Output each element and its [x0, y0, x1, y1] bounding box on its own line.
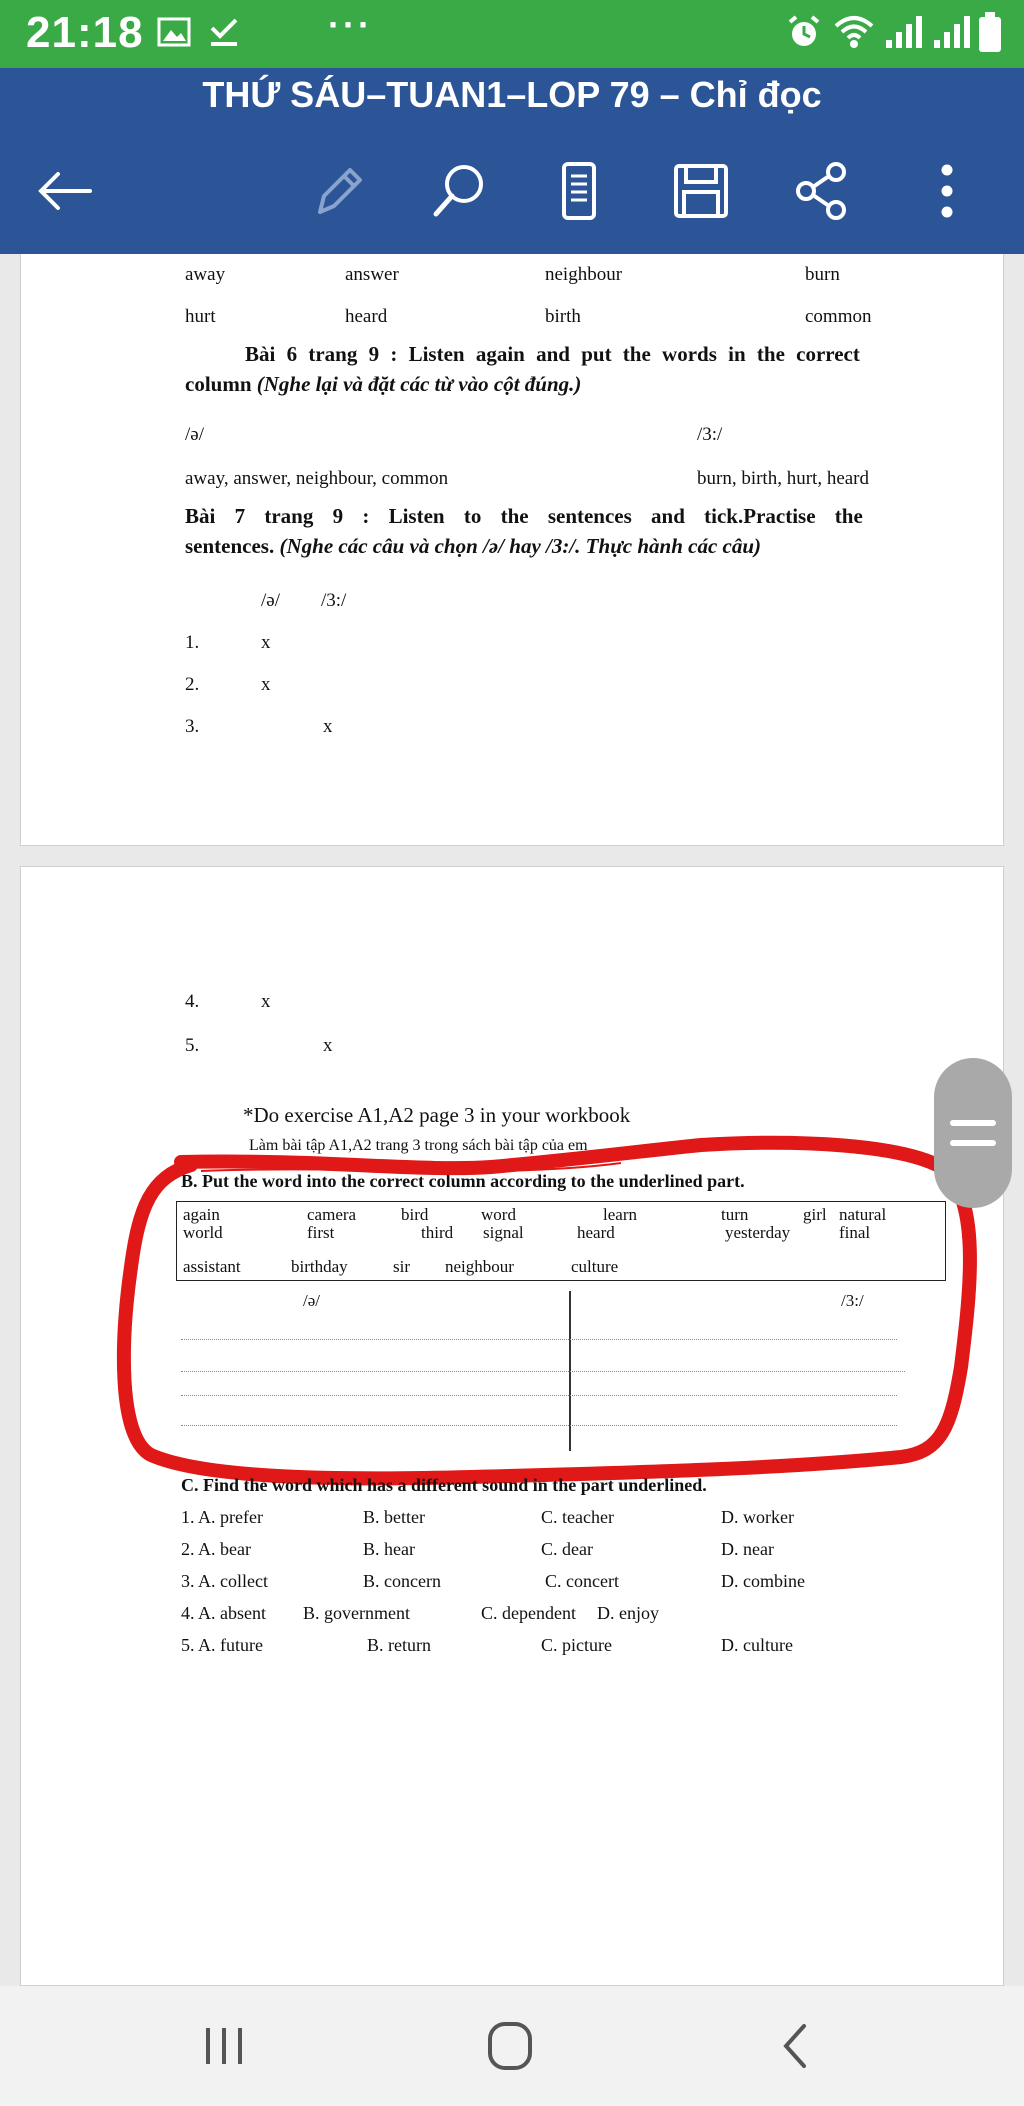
c-option: D. culture: [721, 1635, 793, 1655]
table-word: assistant: [183, 1257, 241, 1276]
table-word: camera: [307, 1205, 357, 1224]
fast-scroll-handle[interactable]: [934, 1058, 1012, 1208]
home-icon[interactable]: [470, 2014, 550, 2078]
edit-pencil-icon[interactable]: [304, 156, 374, 226]
table-word: yesterday: [725, 1223, 791, 1242]
exercise-b-title: B. Put the word into the correct column according to the underlined part.: [181, 1171, 745, 1191]
c-option: 2. A. bear: [181, 1539, 251, 1559]
bai7-vietnamese: (Nghe các câu và chọn /ə/ hay /3:/. Thực hành các câu): [279, 534, 762, 558]
table-word: turn: [721, 1205, 749, 1224]
table-word: word: [481, 1205, 516, 1224]
c-option: 5. A. future: [181, 1635, 263, 1655]
document-title: THỨ SÁU–TUAN1–LOP 79 – Chỉ đọc: [202, 74, 822, 115]
tick-number: 1.: [185, 632, 200, 653]
more-options-icon[interactable]: [912, 156, 982, 226]
c-option: 3. A. collect: [181, 1571, 268, 1591]
table-word: signal: [483, 1223, 524, 1242]
table-word: world: [183, 1223, 223, 1242]
tick-mark: x: [323, 716, 333, 737]
tick-number: 2.: [185, 674, 200, 695]
bai7-sentences-word: sentences.: [185, 534, 275, 558]
tick-mark: x: [261, 632, 271, 653]
wifi-icon: [832, 12, 876, 52]
bai7-heading-line2: [185, 534, 761, 559]
c-option: 4. A. absent: [181, 1603, 266, 1623]
word-cell: heard: [345, 306, 388, 327]
answer-col-a: away, answer, neighbour, common: [185, 468, 449, 489]
c-option: B. government: [303, 1603, 410, 1623]
c-option: C. picture: [541, 1635, 612, 1655]
word-cell: hurt: [185, 306, 216, 327]
search-icon[interactable]: [424, 156, 494, 226]
bai6-heading: Bài 6 trang 9 : Listen again and put the words in the correct: [245, 342, 860, 366]
tick-head-b: /3:/: [321, 590, 347, 611]
tick-mark: x: [261, 674, 271, 695]
status-bar: [0, 0, 1024, 68]
bai6-vietnamese: (Nghe lại và đặt các từ vào cột đúng.): [256, 372, 582, 396]
exercise-c-title: C. Find the word which has a different sound in the part underlined.: [181, 1475, 707, 1495]
tick-head-a: /ə/: [261, 590, 280, 611]
table-word: sir: [393, 1257, 410, 1276]
c-option: C. concert: [545, 1571, 619, 1591]
signal-icon-1: [882, 14, 924, 50]
table-word: final: [839, 1223, 871, 1242]
col-a-label: /ə/: [185, 424, 204, 445]
col-b-label: /3:/: [841, 1291, 864, 1310]
table-word: learn: [603, 1205, 637, 1224]
document-page-1[interactable]: [20, 254, 1004, 846]
table-word: bird: [401, 1205, 429, 1224]
c-option: D. combine: [721, 1571, 805, 1591]
answer-col-b: burn, birth, hurt, heard: [697, 468, 870, 489]
c-option: C. teacher: [541, 1507, 614, 1527]
c-option: B. concern: [363, 1571, 441, 1591]
reading-view-icon[interactable]: [544, 156, 614, 226]
tick-number: 3.: [185, 716, 200, 737]
do-exercise-note: *Do exercise A1,A2 page 3 in your workbook: [243, 1103, 631, 1127]
c-option: 1. A. prefer: [181, 1507, 263, 1527]
word-cell: burn: [805, 264, 840, 285]
system-nav-bar: [0, 1986, 1024, 2106]
table-word: heard: [577, 1223, 615, 1242]
c-option: B. better: [363, 1507, 425, 1527]
c-option: C. dependent: [481, 1603, 576, 1623]
word-cell: birth: [545, 306, 581, 327]
bai7-heading: Bài 7 trang 9 : Listen to the sentences and tick.Practise the: [185, 504, 863, 528]
word-cell: neighbour: [545, 264, 623, 285]
handle-grip-line: [950, 1120, 996, 1126]
more-notifications-icon: ···: [328, 4, 373, 45]
tick-number: 4.: [185, 991, 200, 1012]
table-word: first: [307, 1223, 335, 1242]
col-b-label: /3:/: [697, 424, 723, 445]
back-icon[interactable]: [756, 2014, 836, 2078]
status-time: 21:18: [26, 8, 144, 57]
word-cell: away: [185, 264, 226, 285]
tick-mark: x: [261, 991, 271, 1012]
handle-grip-line: [950, 1140, 996, 1146]
c-option: B. hear: [363, 1539, 415, 1559]
battery-icon: [976, 10, 1004, 54]
back-arrow-icon[interactable]: [30, 156, 100, 226]
col-a-label: /ə/: [303, 1291, 320, 1310]
c-option: B. return: [367, 1635, 431, 1655]
tick-number: 5.: [185, 1035, 200, 1056]
table-word: birthday: [291, 1257, 348, 1276]
signal-icon-2: [930, 14, 972, 50]
red-annotation-loop: [21, 867, 1005, 1987]
recent-apps-icon[interactable]: [184, 2014, 264, 2078]
lam-bai-note: Làm bài tập A1,A2 trang 3 trong sách bài tập của em: [249, 1137, 588, 1154]
c-option: D. enjoy: [597, 1603, 659, 1623]
alarm-icon: [784, 12, 824, 52]
table-word: neighbour: [445, 1257, 514, 1276]
c-option: D. worker: [721, 1507, 794, 1527]
tick-mark: x: [323, 1035, 333, 1056]
table-word: third: [421, 1223, 454, 1242]
c-option: C. dear: [541, 1539, 593, 1559]
table-word: culture: [571, 1257, 619, 1276]
app-header: [0, 68, 1024, 254]
word-cell: answer: [345, 264, 399, 285]
table-word: natural: [839, 1205, 887, 1224]
table-word: again: [183, 1205, 220, 1224]
bai6-column-word: column: [185, 372, 252, 396]
download-done-icon: [206, 14, 242, 50]
table-word: girl: [803, 1205, 827, 1224]
share-icon[interactable]: [788, 156, 858, 226]
word-cell: common: [805, 306, 872, 327]
document-page-2[interactable]: [20, 866, 1004, 1986]
bai6-heading-line2: [185, 372, 581, 397]
c-option: D. near: [721, 1539, 774, 1559]
save-icon[interactable]: [666, 156, 736, 226]
image-icon: [156, 14, 192, 50]
